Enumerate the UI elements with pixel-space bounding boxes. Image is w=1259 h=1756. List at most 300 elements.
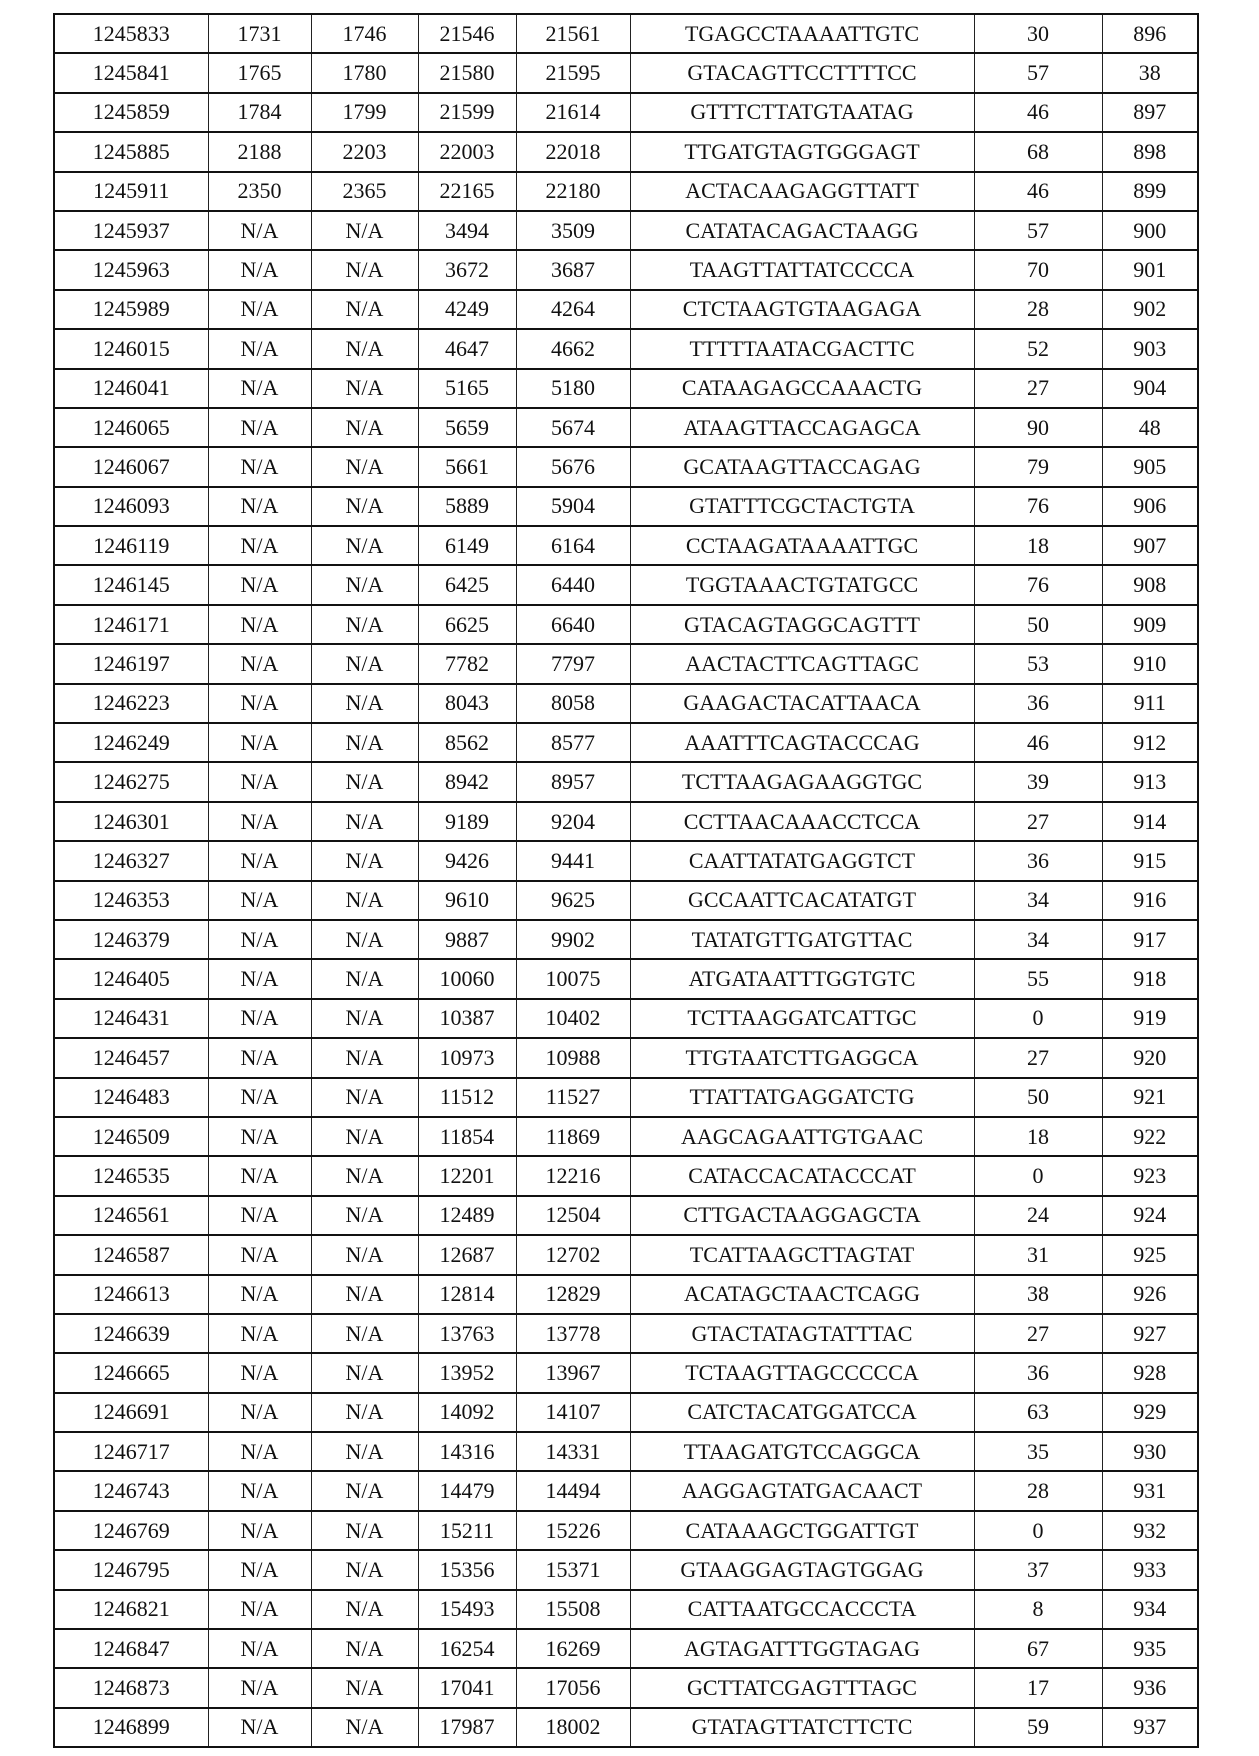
start-site-2-cell: 21580 (418, 53, 516, 92)
start-site-1-cell: 1765 (208, 53, 311, 92)
start-site-2-cell: 13763 (418, 1314, 516, 1353)
percent-value-cell: 55 (974, 959, 1102, 998)
start-site-2-cell: 5661 (418, 447, 516, 486)
percent-value-cell: 34 (974, 920, 1102, 959)
sequence-cell: AACTACTTCAGTTAGC (630, 644, 974, 683)
table-row (54, 1393, 1198, 1432)
seq-id-no-cell: 48 (1102, 408, 1198, 447)
start-site-1-cell: N/A (208, 684, 311, 723)
start-site-1-cell: N/A (208, 1156, 311, 1195)
start-site-1-cell: N/A (208, 211, 311, 250)
compound-id-cell: 1246405 (54, 959, 208, 998)
percent-value-cell: 46 (974, 723, 1102, 762)
seq-id-no-cell: 930 (1102, 1432, 1198, 1471)
percent-value-cell: 35 (974, 1432, 1102, 1471)
sequence-cell: TTGTAATCTTGAGGCA (630, 1038, 974, 1077)
stop-site-1-cell: N/A (311, 1156, 418, 1195)
compound-id-cell: 1246249 (54, 723, 208, 762)
stop-site-2-cell: 9902 (516, 920, 630, 959)
table-row (54, 329, 1198, 368)
seq-id-no-cell: 906 (1102, 487, 1198, 526)
stop-site-1-cell: N/A (311, 1590, 418, 1629)
stop-site-1-cell: N/A (311, 487, 418, 526)
start-site-2-cell: 14092 (418, 1393, 516, 1432)
stop-site-1-cell: N/A (311, 605, 418, 644)
sequence-cell: GCATAAGTTACCAGAG (630, 447, 974, 486)
compound-id-cell: 1246899 (54, 1708, 208, 1747)
table-row (54, 1353, 1198, 1392)
table-body (54, 14, 1198, 1747)
start-site-2-cell: 11854 (418, 1117, 516, 1156)
start-site-1-cell: N/A (208, 644, 311, 683)
stop-site-2-cell: 9441 (516, 841, 630, 880)
seq-id-no-cell: 905 (1102, 447, 1198, 486)
stop-site-2-cell: 9204 (516, 802, 630, 841)
stop-site-1-cell: N/A (311, 723, 418, 762)
stop-site-2-cell: 5904 (516, 487, 630, 526)
stop-site-1-cell: N/A (311, 1471, 418, 1510)
start-site-1-cell: N/A (208, 250, 311, 289)
percent-value-cell: 79 (974, 447, 1102, 486)
start-site-1-cell: 2350 (208, 172, 311, 211)
table-row (54, 762, 1198, 801)
table-row (54, 565, 1198, 604)
table-row (54, 250, 1198, 289)
stop-site-1-cell: N/A (311, 1668, 418, 1707)
start-site-2-cell: 3494 (418, 211, 516, 250)
table-row (54, 1314, 1198, 1353)
stop-site-2-cell: 6440 (516, 565, 630, 604)
stop-site-2-cell: 12504 (516, 1196, 630, 1235)
start-site-1-cell: N/A (208, 565, 311, 604)
start-site-2-cell: 8043 (418, 684, 516, 723)
start-site-1-cell: N/A (208, 999, 311, 1038)
percent-value-cell: 18 (974, 1117, 1102, 1156)
start-site-2-cell: 17987 (418, 1708, 516, 1747)
compound-id-cell: 1245859 (54, 93, 208, 132)
seq-id-no-cell: 916 (1102, 881, 1198, 920)
percent-value-cell: 30 (974, 14, 1102, 53)
stop-site-1-cell: N/A (311, 1629, 418, 1668)
percent-value-cell: 46 (974, 93, 1102, 132)
start-site-2-cell: 12489 (418, 1196, 516, 1235)
seq-id-no-cell: 899 (1102, 172, 1198, 211)
stop-site-1-cell: N/A (311, 1314, 418, 1353)
start-site-2-cell: 6425 (418, 565, 516, 604)
compound-id-cell: 1246223 (54, 684, 208, 723)
compound-id-cell: 1246041 (54, 369, 208, 408)
start-site-2-cell: 9426 (418, 841, 516, 880)
start-site-2-cell: 12687 (418, 1235, 516, 1274)
sequence-cell: ACATAGCTAACTCAGG (630, 1275, 974, 1314)
table-row (54, 1550, 1198, 1589)
table-row (54, 1038, 1198, 1077)
table-row (54, 1629, 1198, 1668)
start-site-2-cell: 9887 (418, 920, 516, 959)
sequence-cell: GCCAATTCACATATGT (630, 881, 974, 920)
table-row (54, 1432, 1198, 1471)
start-site-2-cell: 10973 (418, 1038, 516, 1077)
stop-site-2-cell: 21614 (516, 93, 630, 132)
stop-site-2-cell: 8577 (516, 723, 630, 762)
stop-site-2-cell: 12829 (516, 1275, 630, 1314)
start-site-2-cell: 15211 (418, 1511, 516, 1550)
sequence-cell: CATATACAGACTAAGG (630, 211, 974, 250)
start-site-1-cell: N/A (208, 526, 311, 565)
stop-site-2-cell: 21595 (516, 53, 630, 92)
table-row (54, 526, 1198, 565)
table-row (54, 723, 1198, 762)
start-site-1-cell: N/A (208, 329, 311, 368)
start-site-1-cell: N/A (208, 1038, 311, 1077)
seq-id-no-cell: 919 (1102, 999, 1198, 1038)
percent-value-cell: 27 (974, 1314, 1102, 1353)
sequence-cell: GTATTTCGCTACTGTA (630, 487, 974, 526)
seq-id-no-cell: 929 (1102, 1393, 1198, 1432)
compound-id-cell: 1245911 (54, 172, 208, 211)
seq-id-no-cell: 904 (1102, 369, 1198, 408)
seq-id-no-cell: 902 (1102, 290, 1198, 329)
percent-value-cell: 31 (974, 1235, 1102, 1274)
sequence-cell: TCTTAAGAGAAGGTGC (630, 762, 974, 801)
compound-id-cell: 1246483 (54, 1078, 208, 1117)
stop-site-1-cell: 1780 (311, 53, 418, 92)
seq-id-no-cell: 927 (1102, 1314, 1198, 1353)
start-site-2-cell: 17041 (418, 1668, 516, 1707)
percent-value-cell: 8 (974, 1590, 1102, 1629)
percent-value-cell: 63 (974, 1393, 1102, 1432)
sequence-cell: CCTAAGATAAAATTGC (630, 526, 974, 565)
sequence-cell: ACTACAAGAGGTTATT (630, 172, 974, 211)
seq-id-no-cell: 931 (1102, 1471, 1198, 1510)
compound-id-cell: 1246873 (54, 1668, 208, 1707)
stop-site-1-cell: N/A (311, 250, 418, 289)
start-site-1-cell: N/A (208, 881, 311, 920)
start-site-1-cell: N/A (208, 959, 311, 998)
stop-site-2-cell: 8058 (516, 684, 630, 723)
stop-site-1-cell: N/A (311, 802, 418, 841)
sequence-cell: GTAAGGAGTAGTGGAG (630, 1550, 974, 1589)
start-site-1-cell: N/A (208, 1393, 311, 1432)
start-site-1-cell: N/A (208, 762, 311, 801)
start-site-1-cell: N/A (208, 1314, 311, 1353)
stop-site-1-cell: N/A (311, 526, 418, 565)
start-site-2-cell: 21599 (418, 93, 516, 132)
start-site-1-cell: N/A (208, 408, 311, 447)
start-site-2-cell: 16254 (418, 1629, 516, 1668)
stop-site-1-cell: N/A (311, 644, 418, 683)
sequence-cell: GTACAGTTCCTTTTCC (630, 53, 974, 92)
seq-id-no-cell: 901 (1102, 250, 1198, 289)
compound-id-cell: 1246717 (54, 1432, 208, 1471)
percent-value-cell: 90 (974, 408, 1102, 447)
sequence-cell: ATAAGTTACCAGAGCA (630, 408, 974, 447)
seq-id-no-cell: 921 (1102, 1078, 1198, 1117)
stop-site-2-cell: 17056 (516, 1668, 630, 1707)
start-site-1-cell: N/A (208, 290, 311, 329)
stop-site-2-cell: 15371 (516, 1550, 630, 1589)
stop-site-2-cell: 5674 (516, 408, 630, 447)
table-row (54, 684, 1198, 723)
sequence-cell: AAGGAGTATGACAACT (630, 1471, 974, 1510)
start-site-1-cell: N/A (208, 1708, 311, 1747)
sequence-cell: CAATTATATGAGGTCT (630, 841, 974, 880)
table-row (54, 1471, 1198, 1510)
start-site-1-cell: N/A (208, 1590, 311, 1629)
table-row (54, 881, 1198, 920)
seq-id-no-cell: 926 (1102, 1275, 1198, 1314)
stop-site-2-cell: 5676 (516, 447, 630, 486)
compound-id-cell: 1246275 (54, 762, 208, 801)
stop-site-2-cell: 22180 (516, 172, 630, 211)
seq-id-no-cell: 933 (1102, 1550, 1198, 1589)
sequence-cell: AAATTTCAGTACCCAG (630, 723, 974, 762)
table-row (54, 132, 1198, 171)
sequence-cell: AAGCAGAATTGTGAAC (630, 1117, 974, 1156)
seq-id-no-cell: 922 (1102, 1117, 1198, 1156)
stop-site-1-cell: 2203 (311, 132, 418, 171)
stop-site-1-cell: N/A (311, 959, 418, 998)
percent-value-cell: 70 (974, 250, 1102, 289)
start-site-1-cell: N/A (208, 487, 311, 526)
seq-id-no-cell: 925 (1102, 1235, 1198, 1274)
compound-id-cell: 1246171 (54, 605, 208, 644)
seq-id-no-cell: 920 (1102, 1038, 1198, 1077)
table-row (54, 53, 1198, 92)
seq-id-no-cell: 928 (1102, 1353, 1198, 1392)
compound-id-cell: 1245841 (54, 53, 208, 92)
start-site-2-cell: 13952 (418, 1353, 516, 1392)
seq-id-no-cell: 896 (1102, 14, 1198, 53)
table-row (54, 369, 1198, 408)
table-row (54, 447, 1198, 486)
start-site-2-cell: 10387 (418, 999, 516, 1038)
start-site-1-cell: 1731 (208, 14, 311, 53)
sequence-cell: TTGATGTAGTGGGAGT (630, 132, 974, 171)
stop-site-1-cell: N/A (311, 881, 418, 920)
start-site-1-cell: N/A (208, 1550, 311, 1589)
table-row (54, 408, 1198, 447)
seq-id-no-cell: 898 (1102, 132, 1198, 171)
sequence-cell: GCTTATCGAGTTTAGC (630, 1668, 974, 1707)
table-row (54, 172, 1198, 211)
seq-id-no-cell: 917 (1102, 920, 1198, 959)
compound-id-cell: 1246301 (54, 802, 208, 841)
stop-site-1-cell: N/A (311, 841, 418, 880)
stop-site-1-cell: N/A (311, 1078, 418, 1117)
start-site-2-cell: 4249 (418, 290, 516, 329)
table-row (54, 487, 1198, 526)
percent-value-cell: 17 (974, 1668, 1102, 1707)
compound-id-cell: 1246587 (54, 1235, 208, 1274)
compound-id-cell: 1246119 (54, 526, 208, 565)
table-row (54, 1511, 1198, 1550)
start-site-2-cell: 12814 (418, 1275, 516, 1314)
seq-id-no-cell: 934 (1102, 1590, 1198, 1629)
seq-id-no-cell: 915 (1102, 841, 1198, 880)
compound-id-cell: 1246665 (54, 1353, 208, 1392)
compound-id-cell: 1246067 (54, 447, 208, 486)
percent-value-cell: 36 (974, 841, 1102, 880)
table-row (54, 841, 1198, 880)
sequence-cell: TTATTATGAGGATCTG (630, 1078, 974, 1117)
seq-id-no-cell: 918 (1102, 959, 1198, 998)
percent-value-cell: 76 (974, 565, 1102, 604)
table-row (54, 1196, 1198, 1235)
sequence-cell: GAAGACTACATTAACA (630, 684, 974, 723)
start-site-2-cell: 5165 (418, 369, 516, 408)
stop-site-2-cell: 13967 (516, 1353, 630, 1392)
stop-site-2-cell: 14331 (516, 1432, 630, 1471)
start-site-1-cell: N/A (208, 1353, 311, 1392)
compound-id-cell: 1245937 (54, 211, 208, 250)
compound-id-cell: 1246613 (54, 1275, 208, 1314)
oligo-data-table (53, 13, 1199, 1748)
percent-value-cell: 36 (974, 1353, 1102, 1392)
seq-id-no-cell: 924 (1102, 1196, 1198, 1235)
start-site-1-cell: 1784 (208, 93, 311, 132)
start-site-2-cell: 5659 (418, 408, 516, 447)
percent-value-cell: 37 (974, 1550, 1102, 1589)
table-row (54, 802, 1198, 841)
stop-site-1-cell: N/A (311, 762, 418, 801)
sequence-cell: CATACCACATACCCAT (630, 1156, 974, 1195)
sequence-cell: TCTAAGTTAGCCCCCA (630, 1353, 974, 1392)
percent-value-cell: 68 (974, 132, 1102, 171)
seq-id-no-cell: 910 (1102, 644, 1198, 683)
stop-site-1-cell: N/A (311, 1550, 418, 1589)
start-site-1-cell: N/A (208, 1629, 311, 1668)
percent-value-cell: 18 (974, 526, 1102, 565)
start-site-2-cell: 9610 (418, 881, 516, 920)
stop-site-2-cell: 6640 (516, 605, 630, 644)
stop-site-1-cell: N/A (311, 1432, 418, 1471)
start-site-1-cell: 2188 (208, 132, 311, 171)
sequence-cell: TGGTAAACTGTATGCC (630, 565, 974, 604)
compound-id-cell: 1246691 (54, 1393, 208, 1432)
percent-value-cell: 28 (974, 290, 1102, 329)
start-site-2-cell: 15356 (418, 1550, 516, 1589)
table-row (54, 14, 1198, 53)
compound-id-cell: 1246353 (54, 881, 208, 920)
sequence-cell: CATAAAGCTGGATTGT (630, 1511, 974, 1550)
start-site-2-cell: 14479 (418, 1471, 516, 1510)
sequence-cell: GTACAGTAGGCAGTTT (630, 605, 974, 644)
stop-site-1-cell: N/A (311, 1353, 418, 1392)
start-site-1-cell: N/A (208, 1196, 311, 1235)
start-site-2-cell: 8942 (418, 762, 516, 801)
stop-site-1-cell: N/A (311, 369, 418, 408)
seq-id-no-cell: 911 (1102, 684, 1198, 723)
stop-site-2-cell: 8957 (516, 762, 630, 801)
table-row (54, 1078, 1198, 1117)
start-site-1-cell: N/A (208, 841, 311, 880)
percent-value-cell: 34 (974, 881, 1102, 920)
compound-id-cell: 1245963 (54, 250, 208, 289)
stop-site-2-cell: 3687 (516, 250, 630, 289)
start-site-1-cell: N/A (208, 723, 311, 762)
start-site-2-cell: 11512 (418, 1078, 516, 1117)
percent-value-cell: 38 (974, 1275, 1102, 1314)
percent-value-cell: 36 (974, 684, 1102, 723)
seq-id-no-cell: 937 (1102, 1708, 1198, 1747)
stop-site-2-cell: 15508 (516, 1590, 630, 1629)
seq-id-no-cell: 38 (1102, 53, 1198, 92)
start-site-2-cell: 4647 (418, 329, 516, 368)
stop-site-2-cell: 13778 (516, 1314, 630, 1353)
compound-id-cell: 1246197 (54, 644, 208, 683)
stop-site-1-cell: N/A (311, 408, 418, 447)
sequence-cell: GTACTATAGTATTTAC (630, 1314, 974, 1353)
stop-site-2-cell: 10402 (516, 999, 630, 1038)
start-site-1-cell: N/A (208, 1117, 311, 1156)
percent-value-cell: 53 (974, 644, 1102, 683)
table-row (54, 290, 1198, 329)
sequence-cell: TCTTAAGGATCATTGC (630, 999, 974, 1038)
stop-site-2-cell: 12702 (516, 1235, 630, 1274)
seq-id-no-cell: 923 (1102, 1156, 1198, 1195)
stop-site-2-cell: 7797 (516, 644, 630, 683)
percent-value-cell: 76 (974, 487, 1102, 526)
compound-id-cell: 1246795 (54, 1550, 208, 1589)
sequence-cell: CTCTAAGTGTAAGAGA (630, 290, 974, 329)
stop-site-2-cell: 14107 (516, 1393, 630, 1432)
compound-id-cell: 1246821 (54, 1590, 208, 1629)
table-row (54, 605, 1198, 644)
sequence-cell: TTTTTAATACGACTTC (630, 329, 974, 368)
table-row (54, 1235, 1198, 1274)
stop-site-2-cell: 11527 (516, 1078, 630, 1117)
sequence-cell: TGAGCCTAAAATTGTC (630, 14, 974, 53)
seq-id-no-cell: 914 (1102, 802, 1198, 841)
seq-id-no-cell: 908 (1102, 565, 1198, 604)
compound-id-cell: 1246093 (54, 487, 208, 526)
stop-site-2-cell: 12216 (516, 1156, 630, 1195)
percent-value-cell: 67 (974, 1629, 1102, 1668)
sequence-cell: TCATTAAGCTTAGTAT (630, 1235, 974, 1274)
start-site-1-cell: N/A (208, 1471, 311, 1510)
compound-id-cell: 1246015 (54, 329, 208, 368)
start-site-2-cell: 5889 (418, 487, 516, 526)
table-row (54, 1708, 1198, 1747)
start-site-1-cell: N/A (208, 1078, 311, 1117)
stop-site-1-cell: N/A (311, 1196, 418, 1235)
seq-id-no-cell: 903 (1102, 329, 1198, 368)
sequence-cell: CATTAATGCCACCCTA (630, 1590, 974, 1629)
table-row (54, 644, 1198, 683)
start-site-1-cell: N/A (208, 802, 311, 841)
percent-value-cell: 24 (974, 1196, 1102, 1235)
compound-id-cell: 1246431 (54, 999, 208, 1038)
start-site-2-cell: 7782 (418, 644, 516, 683)
stop-site-1-cell: N/A (311, 290, 418, 329)
compound-id-cell: 1246847 (54, 1629, 208, 1668)
start-site-2-cell: 9189 (418, 802, 516, 841)
start-site-1-cell: N/A (208, 369, 311, 408)
sequence-cell: CCTTAACAAACCTCCA (630, 802, 974, 841)
percent-value-cell: 46 (974, 172, 1102, 211)
seq-id-no-cell: 935 (1102, 1629, 1198, 1668)
sequence-cell: TTAAGATGTCCAGGCA (630, 1432, 974, 1471)
stop-site-2-cell: 10988 (516, 1038, 630, 1077)
percent-value-cell: 28 (974, 1471, 1102, 1510)
compound-id-cell: 1246457 (54, 1038, 208, 1077)
stop-site-2-cell: 9625 (516, 881, 630, 920)
compound-id-cell: 1245989 (54, 290, 208, 329)
table-row (54, 93, 1198, 132)
compound-id-cell: 1246639 (54, 1314, 208, 1353)
start-site-1-cell: N/A (208, 920, 311, 959)
